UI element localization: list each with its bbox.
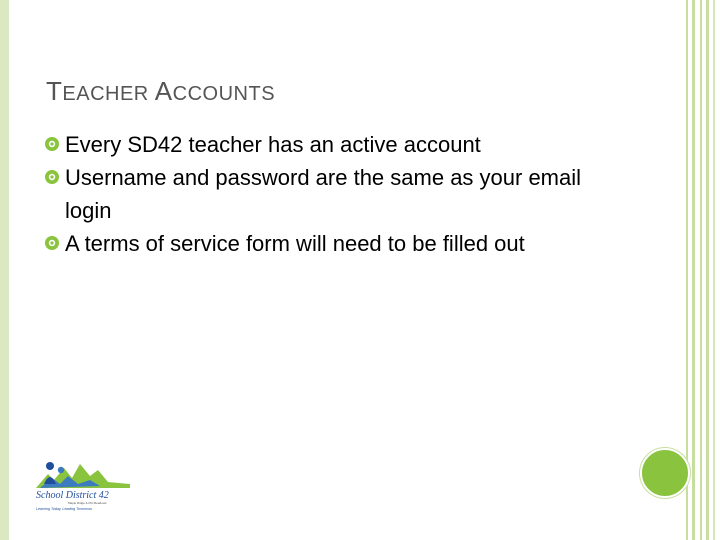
bullet-text: Every SD42 teacher has an active account bbox=[65, 132, 481, 157]
right-frame-line bbox=[706, 0, 709, 540]
svg-text:Learning Today, Leading Tomorr: Learning Today, Leading Tomorrow bbox=[36, 507, 93, 511]
list-item bbox=[44, 161, 604, 227]
right-frame-line bbox=[692, 0, 695, 540]
list-item bbox=[44, 128, 604, 161]
left-frame-bar bbox=[0, 0, 9, 540]
gear-bullet-icon bbox=[44, 169, 60, 185]
bullet-text: Username and password are the same as your email login bbox=[65, 165, 582, 223]
right-frame-line bbox=[713, 0, 715, 540]
bullet-list bbox=[44, 128, 604, 260]
decorative-circle bbox=[640, 448, 690, 498]
right-frame-line bbox=[700, 0, 702, 540]
school-district-logo bbox=[34, 454, 134, 514]
svg-text:Maple Ridge & Pitt Meadows: Maple Ridge & Pitt Meadows bbox=[68, 501, 107, 505]
svg-text:School District 42: School District 42 bbox=[36, 490, 109, 501]
gear-bullet-icon bbox=[44, 136, 60, 152]
slide-title: TEACHER ACCOUNTS bbox=[46, 76, 276, 106]
list-item bbox=[44, 227, 604, 260]
bullet-text: A terms of service form will need to be filled out bbox=[65, 231, 525, 256]
gear-bullet-icon bbox=[44, 235, 60, 251]
